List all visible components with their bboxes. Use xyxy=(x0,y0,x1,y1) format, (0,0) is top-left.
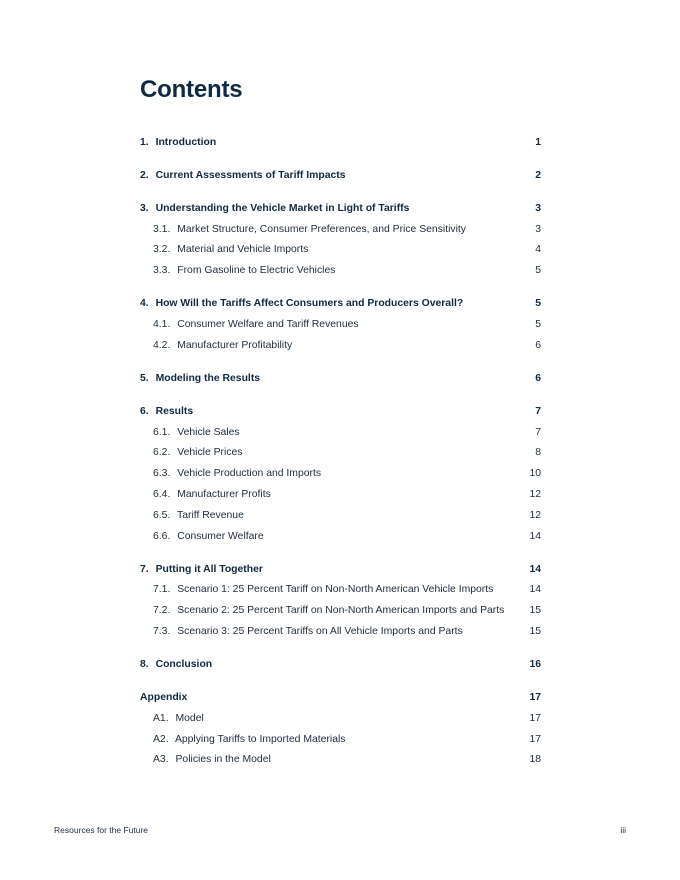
toc-entry-label xyxy=(153,605,504,616)
toc-entry-label xyxy=(140,170,346,181)
toc-entry-label xyxy=(153,447,243,458)
toc-entry-page: 5 xyxy=(535,298,541,310)
toc-subsection[interactable] xyxy=(140,621,541,642)
toc-entry-page: 17 xyxy=(529,733,541,745)
toc-entry-title: Manufacturer Profits xyxy=(177,488,271,500)
toc-entry-title: Scenario 2: 25 Percent Tariff on Non-North American Imports and Parts xyxy=(177,605,505,617)
toc-entry-title: How Will the Tariffs Affect Consumers and Producers Overall? xyxy=(155,298,464,310)
toc-entry-page: 12 xyxy=(529,509,541,521)
toc-entry-label xyxy=(153,734,346,745)
toc-subsection[interactable] xyxy=(140,526,541,547)
toc-subsection[interactable] xyxy=(140,335,541,356)
toc-subsection[interactable] xyxy=(140,240,541,261)
toc-entry-title: Material and Vehicle Imports xyxy=(177,244,309,256)
toc-section[interactable] xyxy=(140,132,541,153)
toc-entry-label xyxy=(153,224,466,235)
toc-entry-label xyxy=(140,137,216,148)
toc-entry-title: Consumer Welfare and Tariff Revenues xyxy=(177,319,359,331)
toc-entry-page: 17 xyxy=(529,712,541,724)
toc-entry-title: From Gasoline to Electric Vehicles xyxy=(177,265,336,277)
toc-entry-label xyxy=(153,510,244,521)
toc-subsection[interactable] xyxy=(140,729,541,750)
toc-entry-title: Results xyxy=(155,405,194,417)
toc-entry-number: 3. xyxy=(140,202,149,214)
toc-entry-number: A1. xyxy=(153,712,169,724)
toc-entry-page: 15 xyxy=(529,605,541,617)
toc-entry-number: 4.2. xyxy=(153,339,171,351)
toc-subsection[interactable] xyxy=(140,579,541,600)
toc-entry-title: Vehicle Prices xyxy=(177,447,243,459)
toc-entry-number: 6.2. xyxy=(153,447,171,459)
toc-entry-title: Vehicle Sales xyxy=(177,426,240,438)
toc-entry-label xyxy=(153,244,308,255)
toc-entry-label xyxy=(140,406,193,417)
toc-entry-number: 6.3. xyxy=(153,468,171,480)
toc-entry-title: Market Structure, Consumer Preferences, and Price Sensitivity xyxy=(177,223,466,235)
toc-entry-page: 4 xyxy=(535,244,541,256)
toc-entry-label xyxy=(140,692,187,703)
page-title: Contents xyxy=(140,76,243,103)
toc-entry-title: Manufacturer Profitability xyxy=(177,339,293,351)
toc-section[interactable] xyxy=(140,198,541,219)
toc-entry-number: 2. xyxy=(140,169,149,181)
toc-subsection[interactable] xyxy=(140,484,541,505)
toc-entry-number: 3.2. xyxy=(153,244,171,256)
toc-entry-number: 5. xyxy=(140,372,149,384)
toc-entry-number: A2. xyxy=(153,733,169,745)
toc-entry-title: Scenario 3: 25 Percent Tariffs on All Vehicle Imports and Parts xyxy=(177,625,463,637)
toc-entry-number: 6.1. xyxy=(153,426,171,438)
toc-entry-title: Modeling the Results xyxy=(155,372,261,384)
toc-entry-page: 7 xyxy=(535,426,541,438)
toc-entry-page: 2 xyxy=(535,169,541,181)
toc-entry-page: 10 xyxy=(529,468,541,480)
footer-publisher: Resources for the Future xyxy=(54,825,149,835)
toc-entry-page: 7 xyxy=(535,405,541,417)
toc-subsection[interactable] xyxy=(140,422,541,443)
toc-subsection[interactable] xyxy=(140,749,541,770)
toc-entry-title: Policies in the Model xyxy=(175,754,271,766)
toc-entry-label xyxy=(153,754,271,765)
toc-entry-title: Tariff Revenue xyxy=(177,509,244,521)
toc-entry-page: 3 xyxy=(535,202,541,214)
toc-section[interactable] xyxy=(140,654,541,675)
toc-entry-label xyxy=(153,319,359,330)
toc-entry-number: 6. xyxy=(140,405,149,417)
toc-entry-label xyxy=(153,584,493,595)
table-of-contents xyxy=(140,132,541,770)
toc-subsection[interactable] xyxy=(140,505,541,526)
toc-entry-number: 4. xyxy=(140,298,149,310)
toc-entry-page: 6 xyxy=(535,372,541,384)
toc-section[interactable] xyxy=(140,165,541,186)
toc-entry-page: 5 xyxy=(535,265,541,277)
toc-entry-title: Understanding the Vehicle Market in Light of Tariffs xyxy=(155,202,410,214)
toc-entry-page: 3 xyxy=(535,223,541,235)
toc-entry-title: Scenario 1: 25 Percent Tariff on Non-North American Vehicle Imports xyxy=(177,584,494,596)
toc-entry-title: Putting it All Together xyxy=(155,563,263,575)
toc-entry-label xyxy=(153,265,335,276)
toc-entry-number: 6.5. xyxy=(153,509,171,521)
toc-entry-number: 4.1. xyxy=(153,319,171,331)
toc-entry-number: 7.1. xyxy=(153,584,171,596)
toc-entry-page: 14 xyxy=(529,563,541,575)
toc-entry-number: 3.1. xyxy=(153,223,171,235)
toc-subsection[interactable] xyxy=(140,708,541,729)
toc-section[interactable] xyxy=(140,401,541,422)
toc-entry-title: Consumer Welfare xyxy=(177,530,264,542)
toc-subsection[interactable] xyxy=(140,219,541,240)
toc-entry-number: 7. xyxy=(140,563,149,575)
toc-entry-label xyxy=(153,713,204,724)
toc-entry-title: Conclusion xyxy=(155,658,213,670)
toc-subsection[interactable] xyxy=(140,260,541,281)
toc-entry-label xyxy=(153,340,292,351)
toc-section[interactable] xyxy=(140,559,541,580)
toc-entry-number: 3.3. xyxy=(153,265,171,277)
footer-page-number: iii xyxy=(620,825,626,835)
toc-entry-number: 1. xyxy=(140,136,149,148)
toc-entry-title: Appendix xyxy=(140,691,188,703)
toc-subsection[interactable] xyxy=(140,443,541,464)
toc-entry-label xyxy=(153,531,264,542)
toc-entry-page: 16 xyxy=(529,658,541,670)
toc-section[interactable] xyxy=(140,293,541,314)
toc-entry-page: 14 xyxy=(529,530,541,542)
toc-entry-page: 5 xyxy=(535,319,541,331)
toc-entry-title: Introduction xyxy=(155,136,217,148)
toc-entry-page: 14 xyxy=(529,584,541,596)
toc-entry-number: 7.3. xyxy=(153,625,171,637)
toc-entry-label xyxy=(140,659,212,670)
toc-entry-number: 6.4. xyxy=(153,488,171,500)
toc-entry-label xyxy=(153,489,271,500)
toc-entry-page: 12 xyxy=(529,488,541,500)
toc-entry-label xyxy=(140,203,409,214)
toc-entry-page: 6 xyxy=(535,339,541,351)
toc-entry-title: Current Assessments of Tariff Impacts xyxy=(155,169,346,181)
toc-entry-number: 8. xyxy=(140,658,149,670)
toc-subsection[interactable] xyxy=(140,600,541,621)
toc-entry-label xyxy=(153,626,463,637)
toc-subsection[interactable] xyxy=(140,463,541,484)
toc-entry-label xyxy=(153,427,240,438)
toc-entry-page: 17 xyxy=(529,691,541,703)
toc-entry-number: A3. xyxy=(153,754,169,766)
toc-entry-label xyxy=(140,564,263,575)
toc-entry-label xyxy=(140,373,260,384)
toc-entry-title: Model xyxy=(175,712,204,724)
toc-entry-title: Vehicle Production and Imports xyxy=(177,468,322,480)
toc-entry-title: Applying Tariffs to Imported Materials xyxy=(174,733,346,745)
toc-entry-label xyxy=(140,298,463,309)
toc-section[interactable] xyxy=(140,368,541,389)
toc-entry-page: 1 xyxy=(535,136,541,148)
toc-entry-page: 18 xyxy=(529,754,541,766)
toc-entry-number: 7.2. xyxy=(153,605,171,617)
toc-entry-page: 8 xyxy=(535,447,541,459)
toc-entry-label xyxy=(153,468,321,479)
toc-section[interactable] xyxy=(140,687,541,708)
toc-entry-page: 15 xyxy=(529,625,541,637)
toc-entry-number: 6.6. xyxy=(153,530,171,542)
toc-subsection[interactable] xyxy=(140,314,541,335)
